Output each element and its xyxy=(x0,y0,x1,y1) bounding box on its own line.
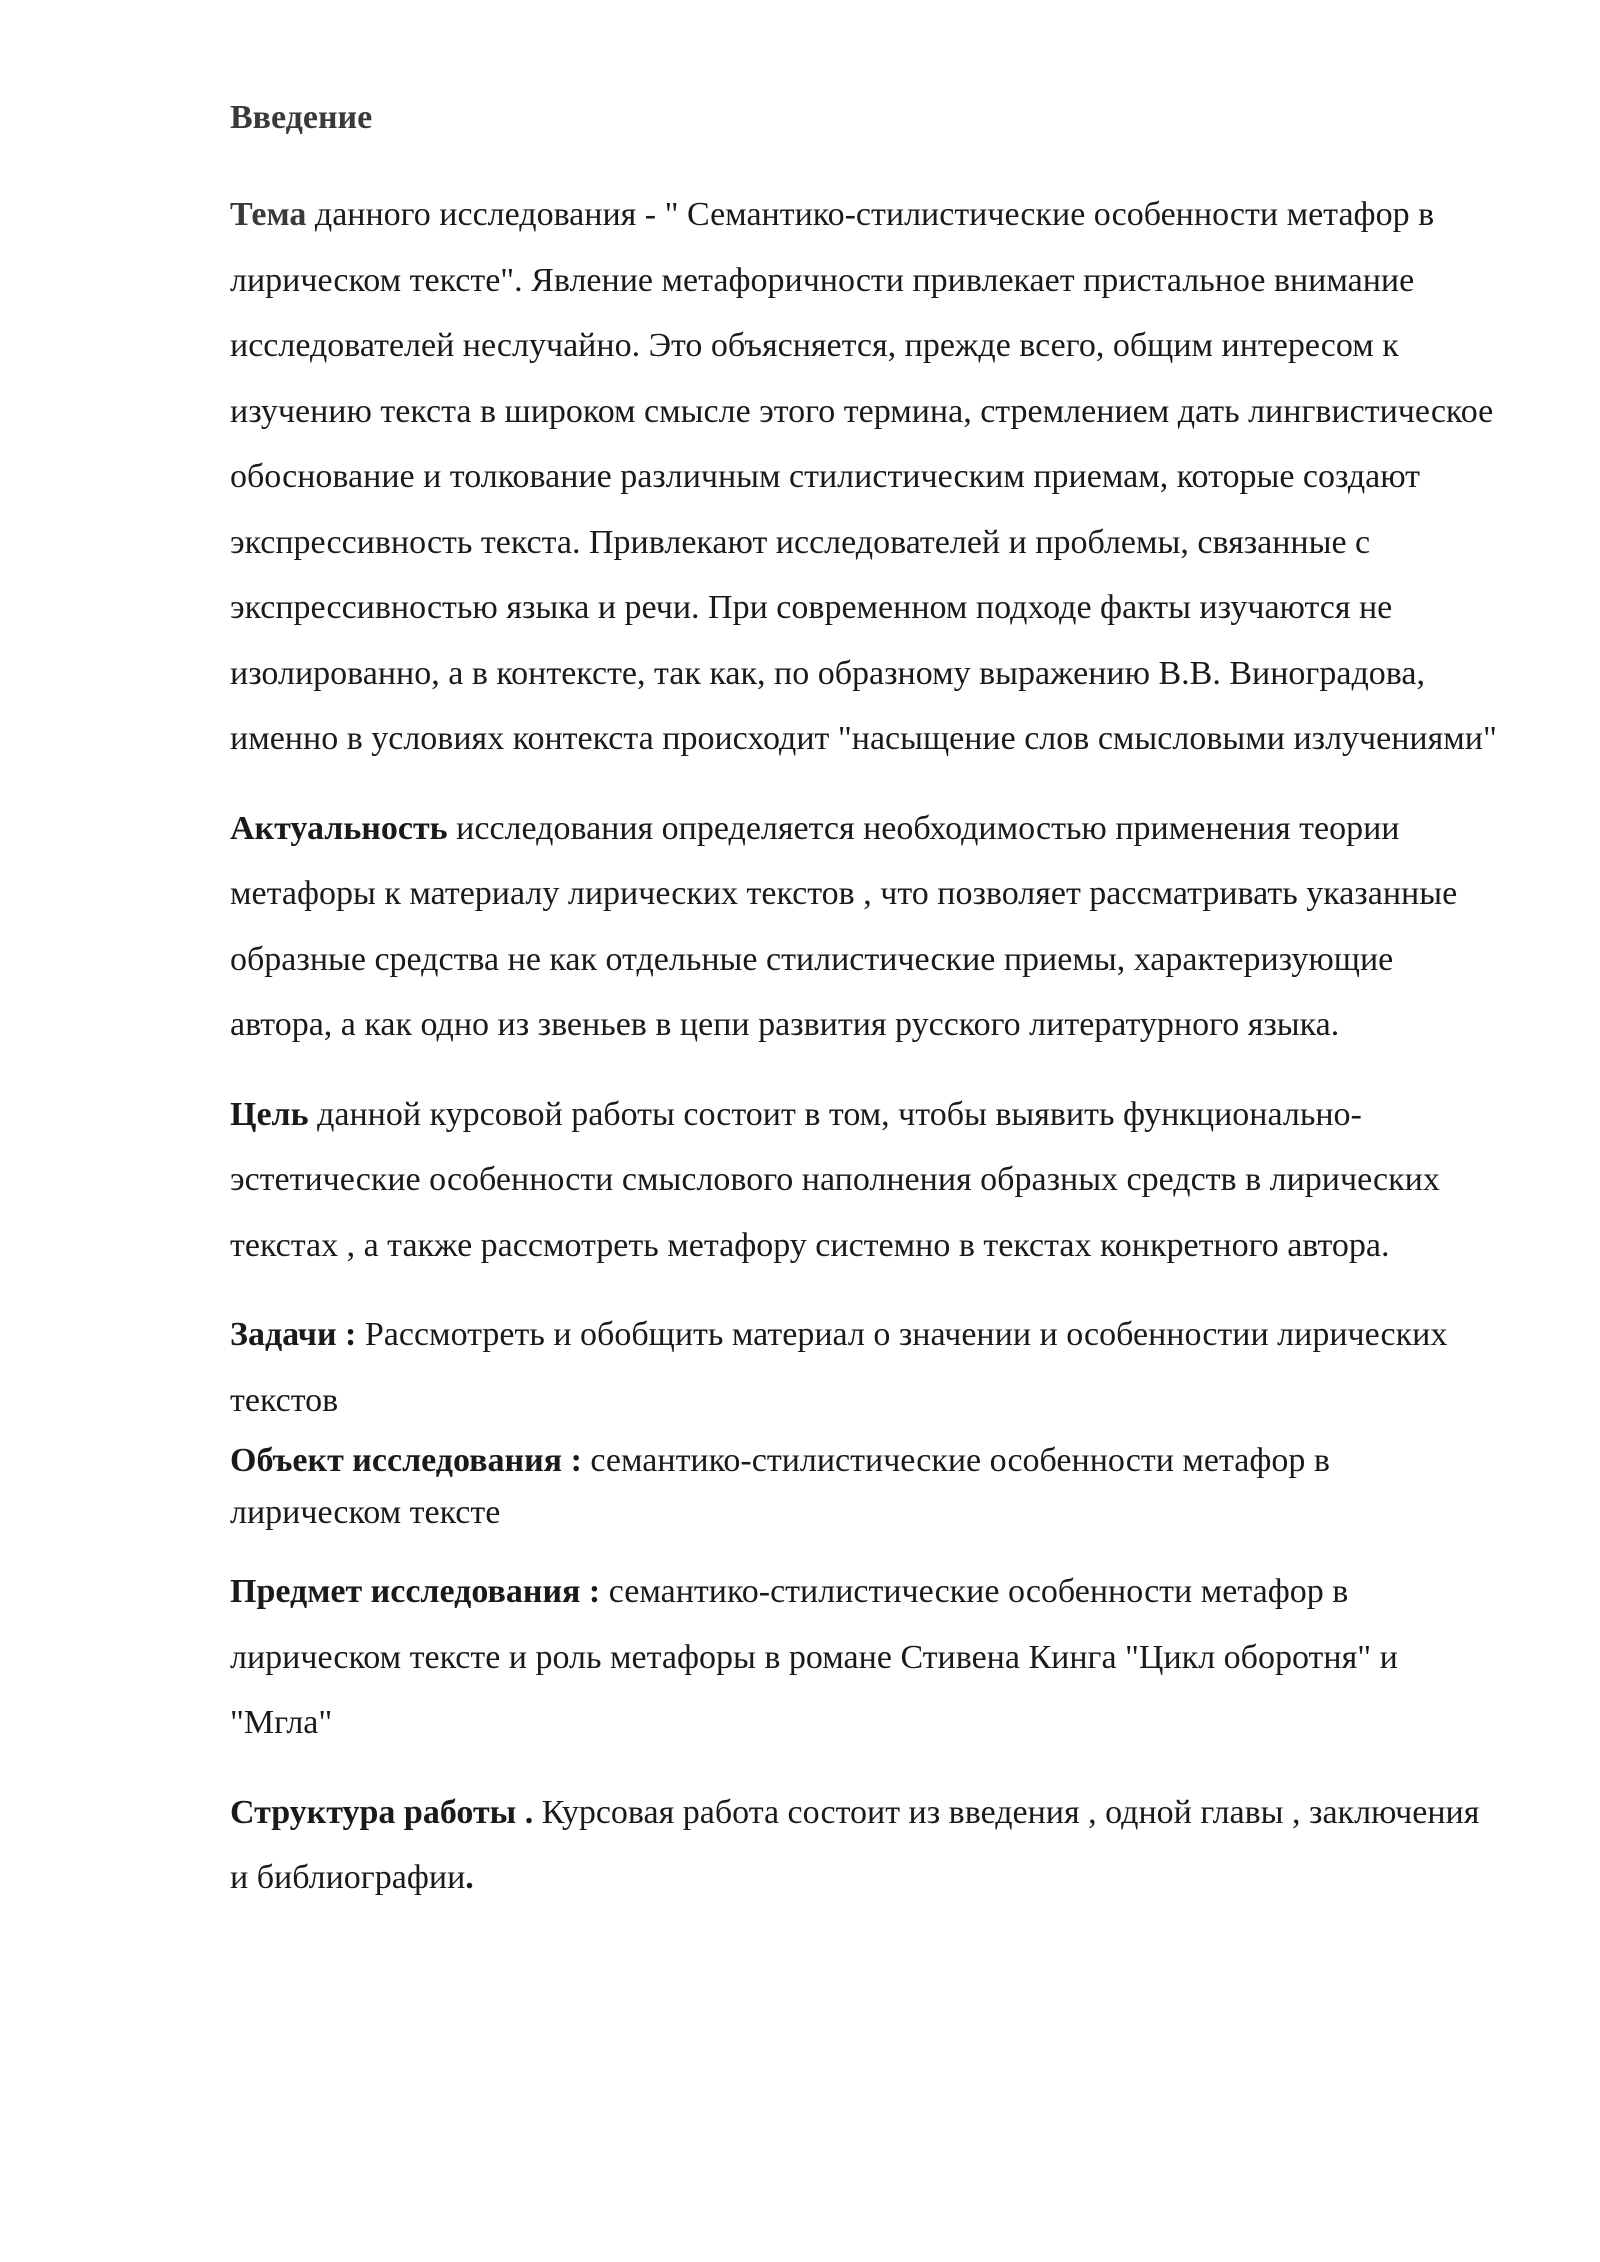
goal-paragraph xyxy=(230,1082,1500,1279)
relevance-text: исследования определяется необходимостью применения теории метафоры к материалу лирических текстов , что позволяет рассматривать указанные образные средства не как отдельные стилистические приемы, характеризующие автора, а как одно из звеньев в цепи развития русского литературного языка. xyxy=(230,809,1458,1043)
subject-lead: Предмет исследования : xyxy=(230,1573,601,1610)
theme-text: данного исследования - " Семантико-стилистические особенности метафор в лирическом тексте". Явление метафоричности привлекает пристальное внимание исследователей неслучайно. Это объясняется, прежде всего, общим интересом к изучению текста в широком смысле этого термина, стремлением дать лингвистическое обоснование и толкование различным стилистическим приемам, которые создают экспрессивность текста. Привлекают исследователей и проблемы, связанные с экспрессивностью языка и речи. При современном подходе факты изучаются не изолированно, а в контексте, так как, по образному выражению В.В. Виноградова, именно в условиях контекста происходит "насыщение слов смысловыми излучениями" xyxy=(230,196,1497,757)
tasks-paragraph xyxy=(230,1302,1500,1433)
relevance-paragraph xyxy=(230,796,1500,1058)
structure-tail: . xyxy=(465,1859,474,1896)
document-page xyxy=(230,92,1500,1935)
structure-lead: Структура работы . xyxy=(230,1793,534,1831)
theme-paragraph xyxy=(230,182,1500,772)
section-heading: Введение xyxy=(230,99,373,136)
object-lead: Объект исследования : xyxy=(230,1442,582,1479)
relevance-lead: Актуальность xyxy=(230,809,448,847)
goal-text: данной курсовой работы состоит в том, чтобы выявить функционально-эстетические особенности смыслового наполнения образных средств в лирических текстах , а также рассмотреть метафору системно в текстах конкретного автора. xyxy=(230,1095,1440,1264)
structure-paragraph xyxy=(230,1780,1500,1911)
goal-lead: Цель xyxy=(230,1095,309,1133)
structure-text: Курсовая работа состоит из введения , одной главы , заключения и библиографии xyxy=(230,1793,1480,1896)
object-text: семантико-стилистические особенности метафор в лирическом тексте xyxy=(230,1442,1330,1531)
tasks-lead: Задачи : xyxy=(230,1316,357,1353)
theme-lead: Тема xyxy=(230,196,307,233)
subject-text: семантико-стилистические особенности метафор в лирическом тексте и роль метафоры в романе Стивена Кинга "Цикл оборотня" и "Мгла" xyxy=(230,1573,1398,1741)
object-paragraph xyxy=(230,1435,1500,1539)
tasks-text: Рассмотреть и обобщить материал о значении и особенностии лирических текстов xyxy=(230,1316,1448,1419)
subject-paragraph xyxy=(230,1559,1500,1756)
